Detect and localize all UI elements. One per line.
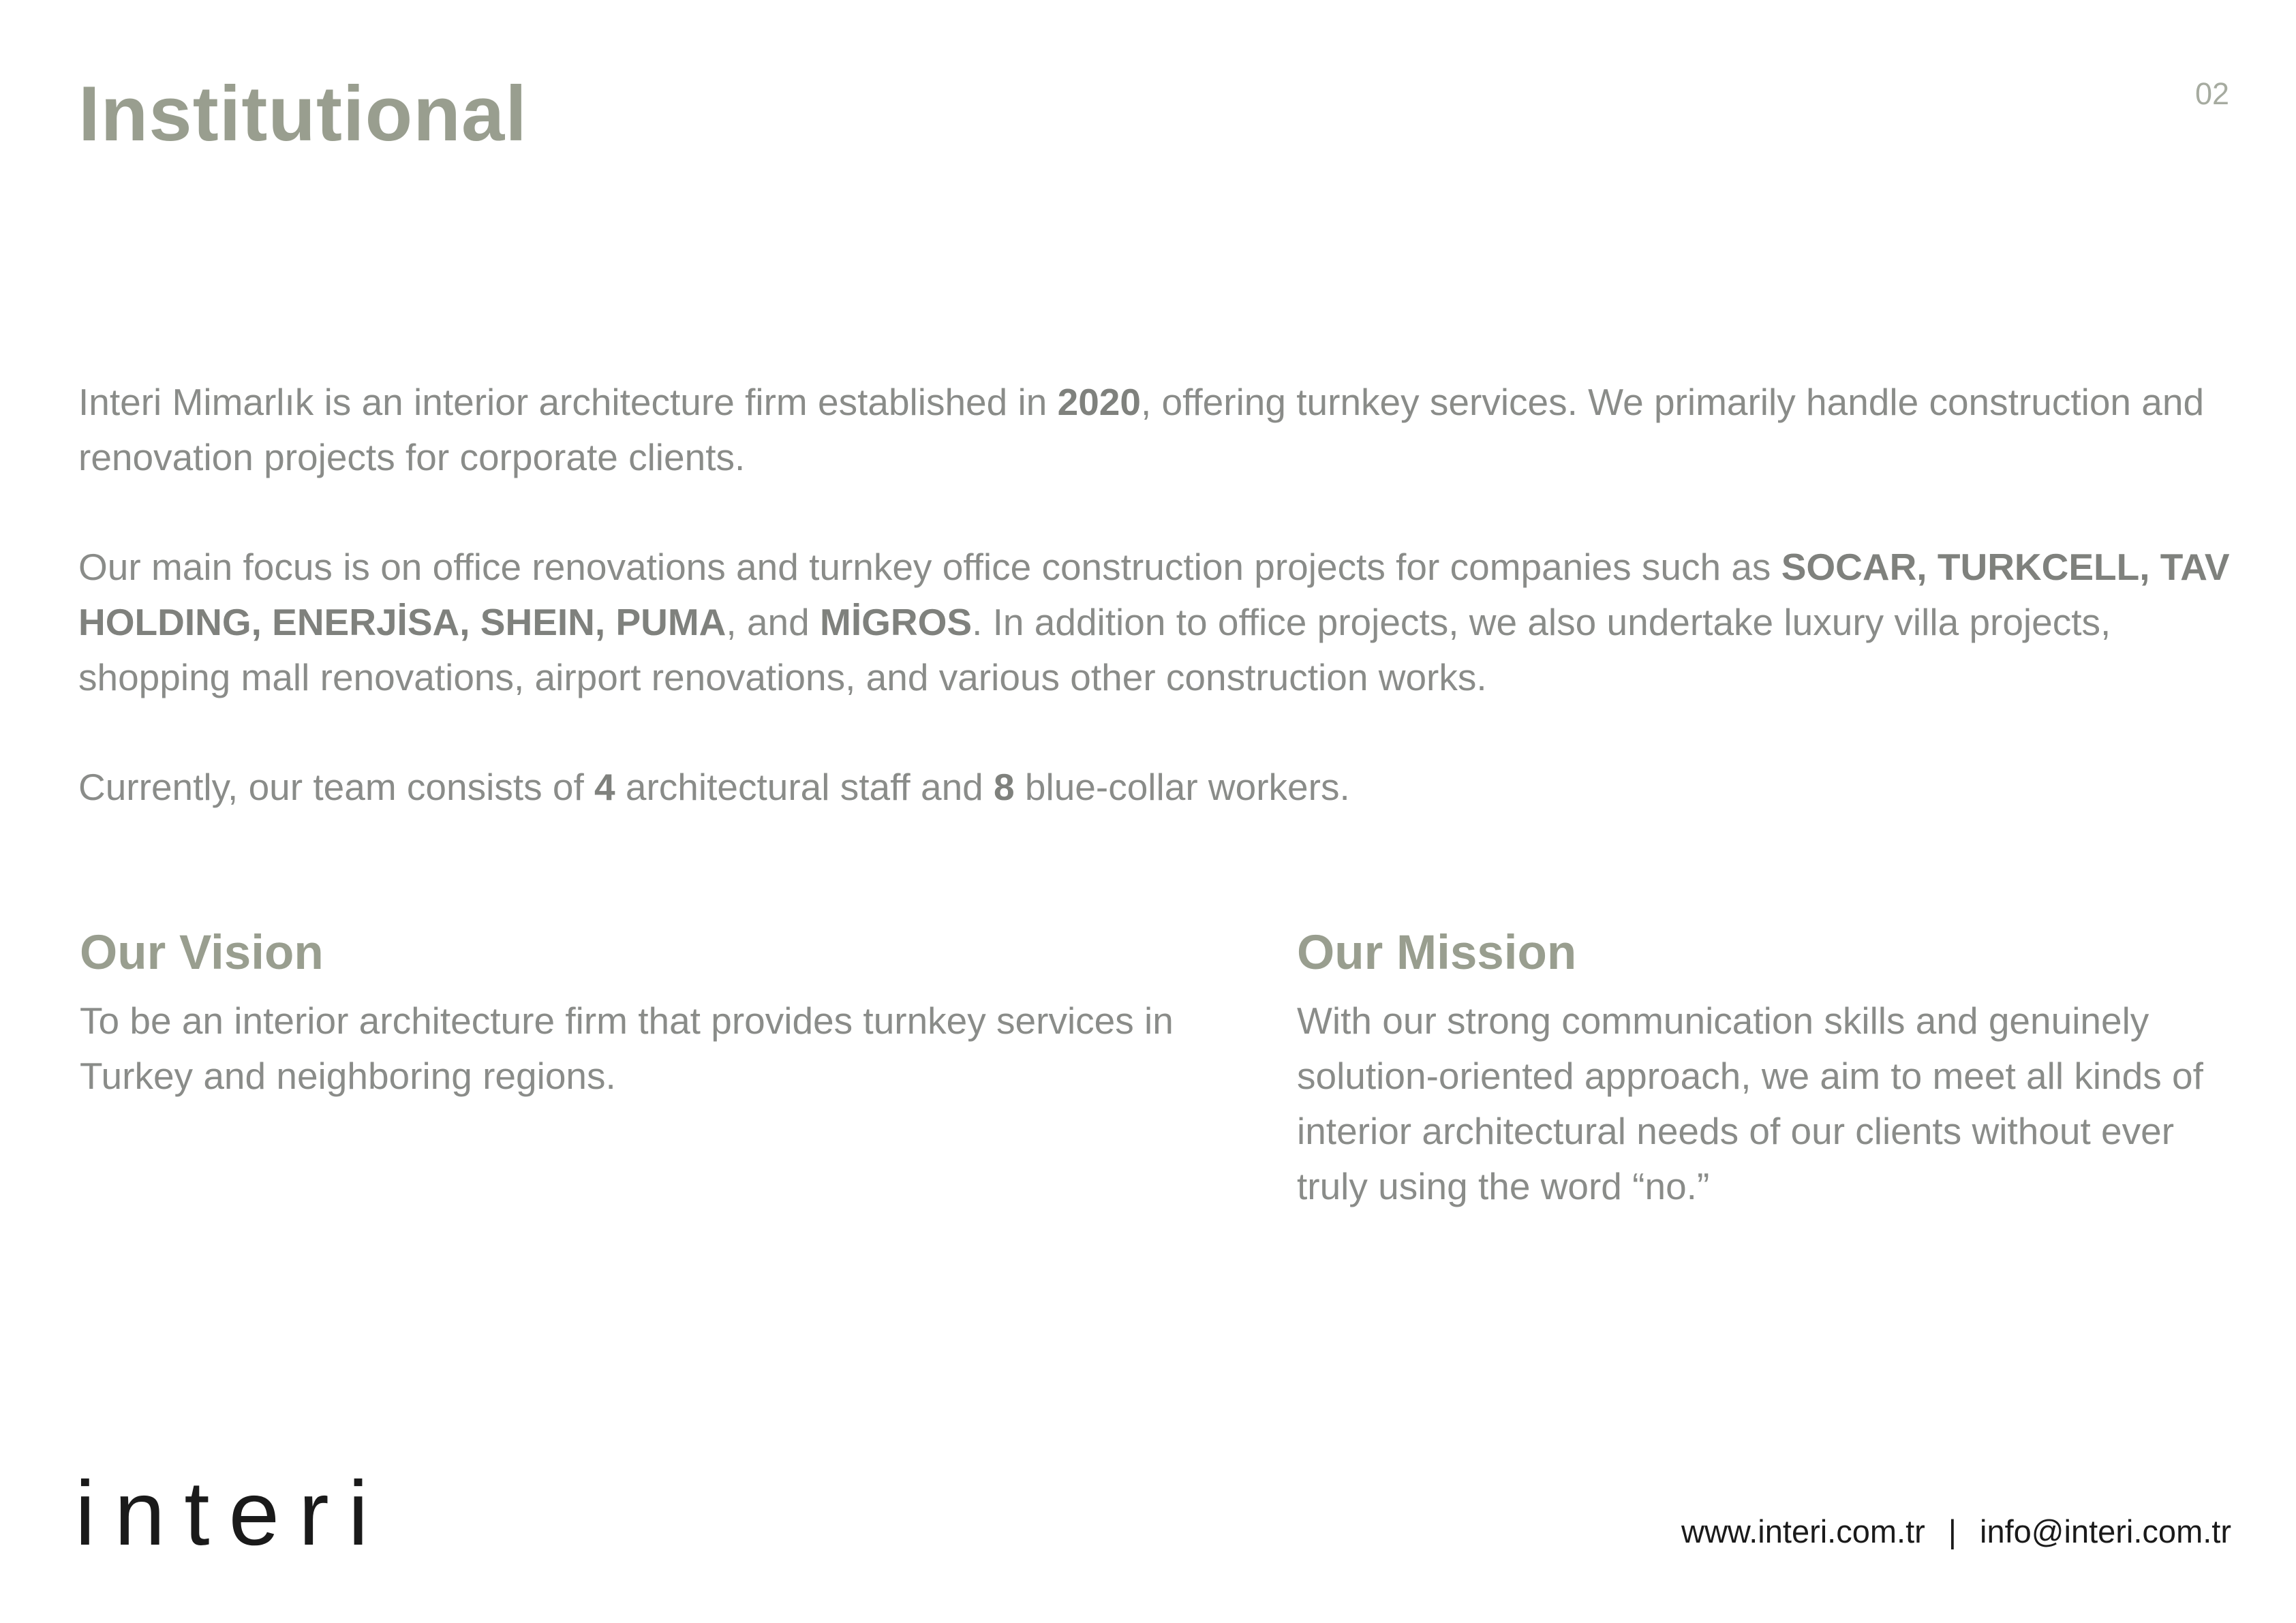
vision-section — [80, 927, 1184, 1104]
founding-year: 2020 — [1057, 381, 1141, 423]
page-title: Institutional — [78, 71, 527, 157]
email-link[interactable]: info@interi.com.tr — [1980, 1513, 2231, 1549]
vision-heading: Our Vision — [80, 926, 324, 980]
mission-text: With our strong communication skills and genuinely solution-oriented approach, we aim to meet all kinds of interior architectural needs of our clients without ever truly using the word “no.” — [1297, 1000, 2203, 1208]
mission-section — [1297, 927, 2251, 1214]
intro-text: Our main focus is on office renovations and turnkey office construction projects for companies such as — [78, 546, 1781, 588]
page-number: 02 — [2194, 76, 2229, 111]
intro-text: Currently, our team consists of — [78, 766, 595, 808]
intro-paragraph-company — [78, 375, 2232, 485]
intro-paragraph-clients — [78, 540, 2232, 705]
intro-text: Interi Mimarlık is an interior architecture firm established in — [78, 381, 1058, 423]
intro-section — [78, 375, 2232, 869]
mission-heading: Our Mission — [1297, 926, 1577, 980]
intro-paragraph-team — [78, 760, 2232, 815]
intro-text: , and — [726, 601, 820, 643]
client-name: MİGROS — [820, 601, 973, 643]
intro-text: blue-collar workers. — [1014, 766, 1350, 808]
footer-contact — [1681, 1515, 2231, 1547]
footer-separator: | — [1948, 1513, 1957, 1549]
architectural-staff-count: 4 — [594, 766, 615, 808]
intro-text: , offering turnkey services. We primarily handle construction and renovation projects for corporate clients. — [78, 381, 2205, 478]
intro-text: . In addition to office projects, we also undertake luxury villa projects, shopping mall renovations, airport renovations, and various other construction works. — [78, 601, 2111, 698]
website-link[interactable]: www.interi.com.tr — [1681, 1513, 1925, 1549]
vision-text: To be an interior architecture firm that provides turnkey services in Turkey and neighboring regions. — [80, 1000, 1174, 1098]
client-names: SOCAR, TURKCELL, TAV HOLDING, ENERJİSA, SHEIN, PUMA — [78, 546, 2230, 643]
interi-logo: interi — [75, 1463, 388, 1564]
worker-count: 8 — [994, 766, 1015, 808]
intro-text: architectural staff and — [615, 766, 994, 808]
